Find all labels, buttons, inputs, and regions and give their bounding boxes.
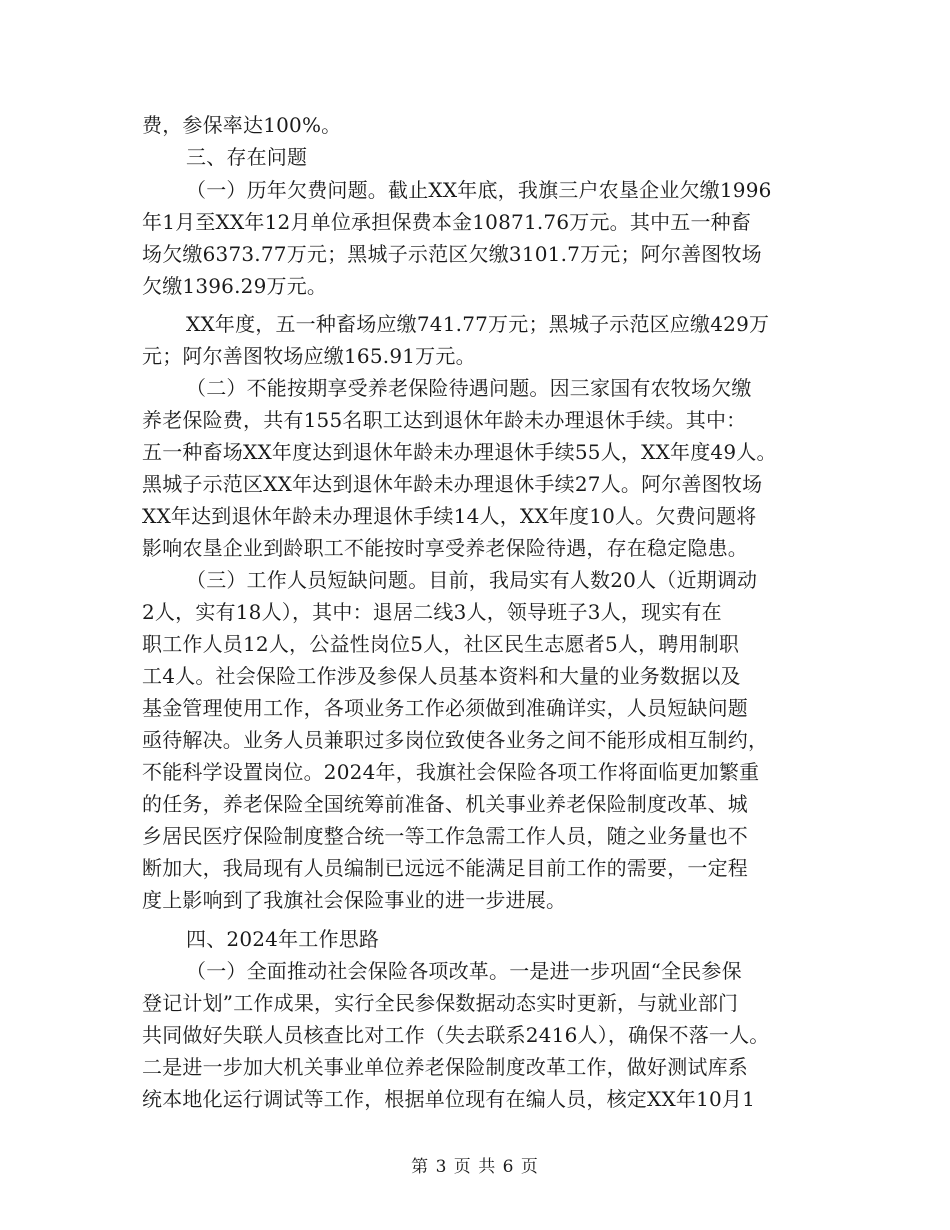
text-line: 乡居民医疗保险制度整合统一等工作急需工作人员，随之业务量也不 [142,824,748,848]
text-line: 的任务，养老保险全国统筹前准备、机关事业养老保险制度改革、城 [142,792,748,816]
text-line: 亟待解决。业务人员兼职过多岗位致使各业务之间不能形成相互制约， [142,728,769,752]
text-line: （一）历年欠费问题。截止XX年底，我旗三户农垦企业欠缴1996 [186,178,772,202]
text-line: 2人，实有18人），其中：退居二线3人，领导班子3人，现实有在 [142,600,722,624]
text-line: 五一种畜场XX年度达到退休年龄未办理退休手续55人，XX年度49人。 [142,440,777,464]
text-line: 度上影响到了我旗社会保险事业的进一步进展。 [142,888,567,912]
page-number: 第 3 页 共 6 页 [411,1157,539,1177]
text-line: 影响农垦企业到龄职工不能按时享受养老保险待遇，存在稳定隐患。 [142,536,748,560]
text-line: 基金管理使用工作，各项业务工作必须做到准确详实，人员短缺问题 [142,696,748,720]
text-line: 共同做好失联人员核查比对工作（失去联系2416人），确保不落一人。 [142,1023,770,1047]
text-line: （一）全面推动社会保险各项改革。一是进一步巩固“全民参保 [186,959,742,983]
text-line: 费，参保率达100%。 [142,113,342,137]
text-line: 工4人。社会保险工作涉及参保人员基本资料和大量的业务数据以及 [142,664,741,688]
text-line: 黑城子示范区XX年达到退休年龄未办理退休手续27人。阿尔善图牧场 [142,472,763,496]
text-line: 断加大，我局现有人员编制已远远不能满足目前工作的需要，一定程 [142,856,748,880]
text-line: 养老保险费，共有155名职工达到退休年龄未办理退休手续。其中： [142,408,747,432]
text-line: 二是进一步加大机关事业单位养老保险制度改革工作，做好测试库系 [142,1055,748,1079]
text-line: 登记计划”工作成果，实行全民参保数据动态实时更新，与就业部门 [142,991,739,1015]
text-line: （二）不能按期享受养老保险待遇问题。因三家国有农牧场欠缴 [186,376,752,400]
text-line: 年1月至XX年12月单位承担保费本金10871.76万元。其中五一种畜 [142,210,752,234]
text-line: 职工作人员12人，公益性岗位5人，社区民生志愿者5人，聘用制职 [142,632,740,656]
text-line: 元；阿尔善图牧场应缴165.91万元。 [142,344,476,368]
section-heading: 四、2024年工作思路 [186,927,380,951]
text-line: （三）工作人员短缺问题。目前，我局实有人数20人（近期调动 [186,568,758,592]
text-line: 统本地化运行调试等工作，根据单位现有在编人员，核定XX年10月1 [142,1087,756,1111]
section-heading: 三、存在问题 [186,145,308,169]
text-line: 场欠缴6373.77万元；黑城子示范区欠缴3101.7万元；阿尔善图牧场 [142,242,762,266]
text-line: XX年达到退休年龄未办理退休手续14人，XX年度10人。欠费问题将 [142,504,757,528]
text-line: XX年度，五一种畜场应缴741.77万元；黑城子示范区应缴429万 [186,312,770,336]
text-line: 欠缴1396.29万元。 [142,274,328,298]
text-line: 不能科学设置岗位。2024年，我旗社会保险各项工作将面临更加繁重 [142,760,760,784]
